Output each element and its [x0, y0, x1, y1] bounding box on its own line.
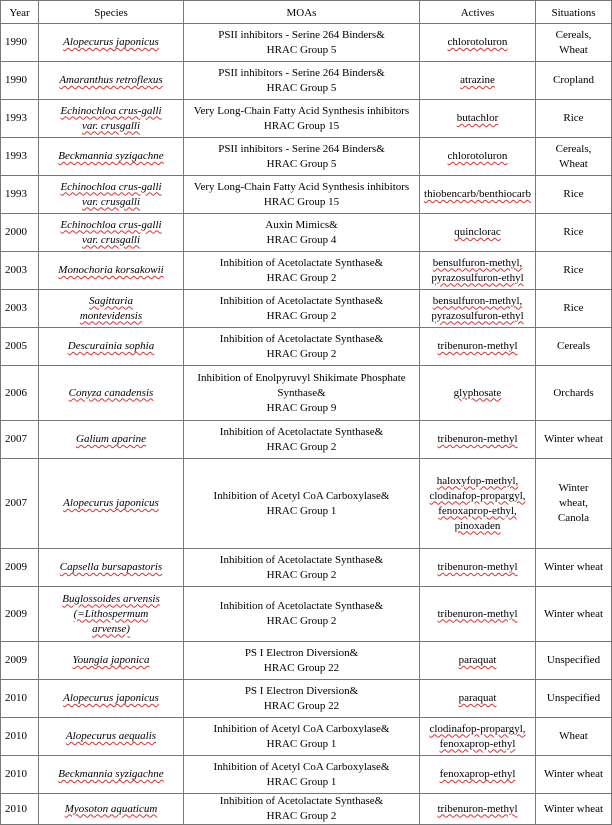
actives-cell — [420, 24, 536, 62]
actives-cell-line: atrazine — [460, 74, 495, 86]
species-cell — [39, 214, 184, 252]
situations-cell-line: Rice — [563, 302, 584, 314]
moa-cell — [184, 680, 420, 718]
species-cell-line: Alopecurus japonicus — [63, 36, 159, 48]
species-cell-line: Descurainia sophia — [67, 340, 155, 352]
actives-cell — [420, 642, 536, 680]
actives-cell — [420, 459, 536, 549]
year-cell: 2007 — [1, 459, 39, 549]
species-cell-line: Beckmannia syzigachne — [58, 150, 164, 162]
species-cell — [39, 100, 184, 138]
situations-cell-line: Rice — [563, 226, 584, 238]
table-row — [1, 24, 612, 62]
year-cell: 2009 — [1, 587, 39, 642]
species-cell — [39, 421, 184, 459]
situations-cell-line: Unspecified — [546, 692, 601, 704]
situations-cell — [536, 718, 612, 756]
table-row — [1, 756, 612, 794]
year-cell: 2007 — [1, 421, 39, 459]
header-actives: Actives — [420, 1, 536, 24]
moa-cell — [184, 24, 420, 62]
table-row — [1, 290, 612, 328]
actives-cell-line: glyphosate — [453, 386, 502, 399]
situations-cell — [536, 680, 612, 718]
actives-cell-line: tribenuron-methyl — [437, 340, 518, 352]
year-cell: 2003 — [1, 252, 39, 290]
species-cell-line: (=Lithospermum — [73, 607, 149, 620]
year-cell: 2010 — [1, 756, 39, 794]
header-species: Species — [39, 1, 184, 24]
situations-cell — [536, 459, 612, 549]
table-row — [1, 680, 612, 718]
actives-cell — [420, 328, 536, 366]
table-row — [1, 421, 612, 459]
actives-cell-line: pyrazosulfuron-ethyl — [431, 309, 524, 322]
species-cell-line: Conyza canadensis — [68, 386, 154, 399]
actives-cell-line: chlorotoluron — [447, 36, 508, 48]
situations-cell-line: Cereals, — [555, 142, 592, 155]
situations-cell-line: Rice — [563, 112, 584, 124]
moa-cell-line: HRAC Group 5 — [266, 157, 337, 170]
moa-cell-line: Synthase& — [277, 386, 326, 399]
moa-cell-line: HRAC Group 15 — [263, 119, 340, 132]
moa-cell — [184, 642, 420, 680]
moa-cell-line: HRAC Group 2 — [266, 309, 337, 322]
actives-cell-line: paraquat — [458, 654, 497, 666]
table-row — [1, 459, 612, 549]
situations-cell-line: Winter — [558, 482, 589, 494]
table-row — [1, 328, 612, 366]
moa-cell — [184, 100, 420, 138]
table-row — [1, 718, 612, 756]
moa-cell — [184, 138, 420, 176]
moa-cell-line: HRAC Group 1 — [266, 775, 337, 788]
moa-cell — [184, 794, 420, 825]
moa-cell-line: Inhibition of Acetolactate Synthase& — [219, 600, 384, 612]
species-cell-line: Echinochloa crus-galli — [60, 104, 162, 117]
actives-cell-line: quinclorac — [454, 226, 501, 238]
species-cell — [39, 24, 184, 62]
situations-cell-line: Wheat — [559, 43, 588, 56]
header-situations: Situations — [536, 1, 612, 24]
situations-cell — [536, 252, 612, 290]
moa-cell-line: Very Long-Chain Fatty Acid Synthesis inhibitors — [193, 104, 410, 117]
actives-cell-line: pyrazosulfuron-ethyl — [431, 271, 524, 284]
species-cell-line: Capsella bursapastoris — [59, 561, 163, 573]
year-cell: 2010 — [1, 718, 39, 756]
moa-cell-line: Inhibition of Acetolactate Synthase& — [219, 425, 384, 438]
moa-cell-line: Inhibition of Acetolactate Synthase& — [219, 256, 384, 269]
table-row — [1, 138, 612, 176]
actives-cell — [420, 176, 536, 214]
table-row — [1, 794, 612, 825]
moa-cell-line: PSII inhibitors - Serine 264 Binders& — [218, 66, 385, 79]
table-row — [1, 549, 612, 587]
moa-cell-line: Inhibition of Acetolactate Synthase& — [219, 795, 384, 807]
year-cell: 2009 — [1, 549, 39, 587]
species-cell-line: Myosoton aquaticum — [64, 802, 158, 815]
actives-cell-line: paraquat — [458, 692, 497, 704]
moa-cell-line: Auxin Mimics& — [265, 218, 338, 231]
situations-cell — [536, 138, 612, 176]
moa-cell — [184, 421, 420, 459]
table-row — [1, 587, 612, 642]
actives-cell — [420, 366, 536, 421]
species-cell — [39, 138, 184, 176]
situations-cell — [536, 587, 612, 642]
moa-cell-line: HRAC Group 2 — [266, 347, 337, 360]
situations-cell — [536, 756, 612, 794]
table-row — [1, 100, 612, 138]
species-cell — [39, 642, 184, 680]
year-cell: 1993 — [1, 176, 39, 214]
table-row — [1, 642, 612, 680]
actives-cell-line: fenoxaprop-ethyl — [439, 768, 516, 780]
species-cell-line: arvense) — [92, 622, 130, 635]
species-cell-line: Alopecurus japonicus — [63, 497, 159, 509]
actives-cell-line: clodinafop-propargyl, — [429, 722, 526, 735]
actives-cell-line: tribenuron-methyl — [437, 433, 518, 445]
actives-cell-line: fenoxaprop-ethyl, — [438, 504, 517, 517]
moa-cell-line: PSII inhibitors - Serine 264 Binders& — [218, 28, 385, 41]
species-cell — [39, 252, 184, 290]
species-cell-line: Buglossoides arvensis — [62, 592, 160, 605]
species-cell — [39, 756, 184, 794]
situations-cell-line: Cereals — [557, 340, 590, 352]
year-cell: 1993 — [1, 138, 39, 176]
species-cell — [39, 366, 184, 421]
moa-cell-line: HRAC Group 1 — [266, 504, 337, 517]
moa-cell-line: HRAC Group 2 — [266, 568, 337, 581]
actives-cell-line: bensulfuron-methyl, — [432, 294, 523, 307]
year-cell: 1993 — [1, 100, 39, 138]
situations-cell-line: Winter wheat — [543, 768, 604, 780]
moa-cell — [184, 587, 420, 642]
situations-cell-line: Wheat — [559, 157, 588, 170]
situations-cell-line: Cereals, — [555, 28, 592, 41]
species-cell — [39, 680, 184, 718]
moa-cell-line: Inhibition of Acetyl CoA Carboxylase& — [213, 760, 390, 773]
moa-cell-line: Inhibition of Acetolactate Synthase& — [219, 332, 384, 345]
moa-cell-line: HRAC Group 5 — [266, 81, 337, 94]
species-cell-line: var. crusgalli — [81, 195, 141, 208]
actives-cell-line: fenoxaprop-ethyl — [439, 737, 516, 750]
moa-cell-line: HRAC Group 2 — [266, 615, 337, 627]
moa-cell-line: HRAC Group 15 — [263, 195, 340, 208]
situations-cell-line: Rice — [563, 188, 584, 200]
situations-cell — [536, 62, 612, 100]
actives-cell-line: clodinafop-propargyl, — [429, 489, 526, 502]
moa-cell-line: HRAC Group 22 — [263, 699, 340, 712]
actives-cell — [420, 252, 536, 290]
species-cell-line: Monochoria korsakowii — [58, 264, 164, 276]
situations-cell-line: Rice — [563, 264, 584, 276]
table-row — [1, 176, 612, 214]
moa-cell-line: HRAC Group 1 — [266, 737, 337, 750]
year-cell: 2010 — [1, 680, 39, 718]
actives-cell — [420, 680, 536, 718]
year-cell: 2005 — [1, 328, 39, 366]
situations-cell — [536, 794, 612, 825]
species-cell-line: Alopecurus aequalis — [65, 730, 157, 742]
situations-cell-line: Wheat — [559, 730, 588, 742]
situations-cell — [536, 214, 612, 252]
situations-cell-line: Cropland — [553, 74, 594, 86]
actives-cell — [420, 290, 536, 328]
actives-cell — [420, 214, 536, 252]
situations-cell-line: Orchards — [553, 386, 594, 399]
actives-cell-line: tribenuron-methyl — [437, 561, 518, 573]
actives-cell — [420, 587, 536, 642]
species-cell-line: Beckmannia syzigachne — [58, 768, 164, 780]
species-cell — [39, 290, 184, 328]
moa-cell-line: Inhibition of Acetolactate Synthase& — [219, 294, 384, 307]
moa-cell-line: Inhibition of Enolpyruvyl Shikimate Phosphate — [197, 371, 406, 384]
actives-cell — [420, 100, 536, 138]
moa-cell-line: Inhibition of Acetolactate Synthase& — [219, 553, 384, 566]
species-cell-line: var. crusgalli — [81, 119, 141, 132]
year-cell: 1990 — [1, 62, 39, 100]
moa-cell-line: PSII inhibitors - Serine 264 Binders& — [218, 142, 385, 155]
actives-cell-line: butachlor — [456, 112, 499, 124]
actives-cell — [420, 549, 536, 587]
situations-cell — [536, 642, 612, 680]
species-cell-line: Sagittaria — [88, 294, 133, 307]
situations-cell — [536, 290, 612, 328]
species-cell — [39, 328, 184, 366]
moa-cell — [184, 366, 420, 421]
situations-cell-line: Canola — [557, 512, 590, 524]
species-cell — [39, 549, 184, 587]
moa-cell-line: HRAC Group 2 — [266, 810, 337, 822]
moa-cell-line: HRAC Group 4 — [266, 233, 337, 246]
species-cell — [39, 718, 184, 756]
actives-cell-line: tribenuron-methyl — [437, 607, 518, 620]
year-cell: 2003 — [1, 290, 39, 328]
moa-cell — [184, 214, 420, 252]
year-cell: 2009 — [1, 642, 39, 680]
table-row — [1, 252, 612, 290]
situations-cell-line: Winter wheat — [543, 561, 604, 573]
moa-cell-line: HRAC Group 2 — [266, 271, 337, 284]
moa-cell — [184, 549, 420, 587]
moa-cell-line: Inhibition of Acetyl CoA Carboxylase& — [213, 489, 390, 502]
situations-cell-line: Winter wheat — [543, 607, 604, 620]
actives-cell-line: chlorotoluron — [447, 150, 508, 162]
situations-cell — [536, 421, 612, 459]
actives-cell-line: thiobencarb/benthiocarb — [424, 188, 531, 200]
situations-cell — [536, 100, 612, 138]
moa-cell — [184, 176, 420, 214]
species-cell-line: Alopecurus japonicus — [63, 692, 159, 704]
year-cell: 2010 — [1, 794, 39, 825]
year-cell: 1990 — [1, 24, 39, 62]
situations-cell-line: wheat, — [558, 497, 588, 509]
moa-cell — [184, 459, 420, 549]
species-cell — [39, 176, 184, 214]
moa-cell-line: PS I Electron Diversion& — [244, 646, 359, 659]
actives-cell — [420, 421, 536, 459]
actives-cell-line: pinoxaden — [454, 519, 501, 532]
moa-cell — [184, 252, 420, 290]
situations-cell — [536, 328, 612, 366]
table-body — [1, 24, 612, 825]
situations-cell — [536, 24, 612, 62]
situations-cell-line: Winter wheat — [543, 802, 604, 815]
actives-cell — [420, 794, 536, 825]
species-cell — [39, 62, 184, 100]
species-cell-line: var. crusgalli — [81, 233, 141, 246]
species-cell — [39, 587, 184, 642]
actives-cell-line: bensulfuron-methyl, — [432, 256, 523, 269]
species-cell-line: Amaranthus retroflexus — [59, 74, 163, 86]
moa-cell — [184, 62, 420, 100]
species-cell-line: Youngia japonica — [72, 654, 150, 666]
moa-cell-line: HRAC Group 22 — [263, 661, 340, 674]
moa-cell-line: PS I Electron Diversion& — [244, 684, 359, 697]
species-cell — [39, 794, 184, 825]
moa-cell — [184, 718, 420, 756]
moa-cell-line: Very Long-Chain Fatty Acid Synthesis inhibitors — [193, 180, 410, 193]
actives-cell-line: tribenuron-methyl — [437, 802, 518, 815]
actives-cell — [420, 62, 536, 100]
species-cell-line: Echinochloa crus-galli — [60, 218, 162, 231]
year-cell: 2006 — [1, 366, 39, 421]
actives-cell-line: haloxyfop-methyl, — [436, 474, 519, 487]
situations-cell-line: Winter wheat — [543, 433, 604, 445]
situations-cell — [536, 549, 612, 587]
year-cell: 2000 — [1, 214, 39, 252]
moa-cell-line: HRAC Group 2 — [266, 440, 337, 453]
moa-cell — [184, 328, 420, 366]
moa-cell-line: HRAC Group 5 — [266, 43, 337, 56]
species-cell — [39, 459, 184, 549]
moa-cell — [184, 290, 420, 328]
table-row — [1, 214, 612, 252]
situations-cell — [536, 176, 612, 214]
table-row — [1, 366, 612, 421]
actives-cell — [420, 718, 536, 756]
header-row — [1, 1, 612, 24]
situations-cell — [536, 366, 612, 421]
species-cell-line: montevidensis — [79, 309, 143, 322]
species-cell-line: Galium aparine — [76, 433, 146, 445]
header-year: Year — [1, 1, 39, 24]
situations-cell-line: Unspecified — [546, 654, 601, 666]
moa-cell-line: Inhibition of Acetyl CoA Carboxylase& — [213, 722, 390, 735]
actives-cell — [420, 138, 536, 176]
actives-cell — [420, 756, 536, 794]
species-cell-line: Echinochloa crus-galli — [60, 180, 162, 193]
moa-cell — [184, 756, 420, 794]
moa-cell-line: HRAC Group 9 — [266, 401, 337, 414]
header-moas: MOAs — [184, 1, 420, 24]
table-row — [1, 62, 612, 100]
